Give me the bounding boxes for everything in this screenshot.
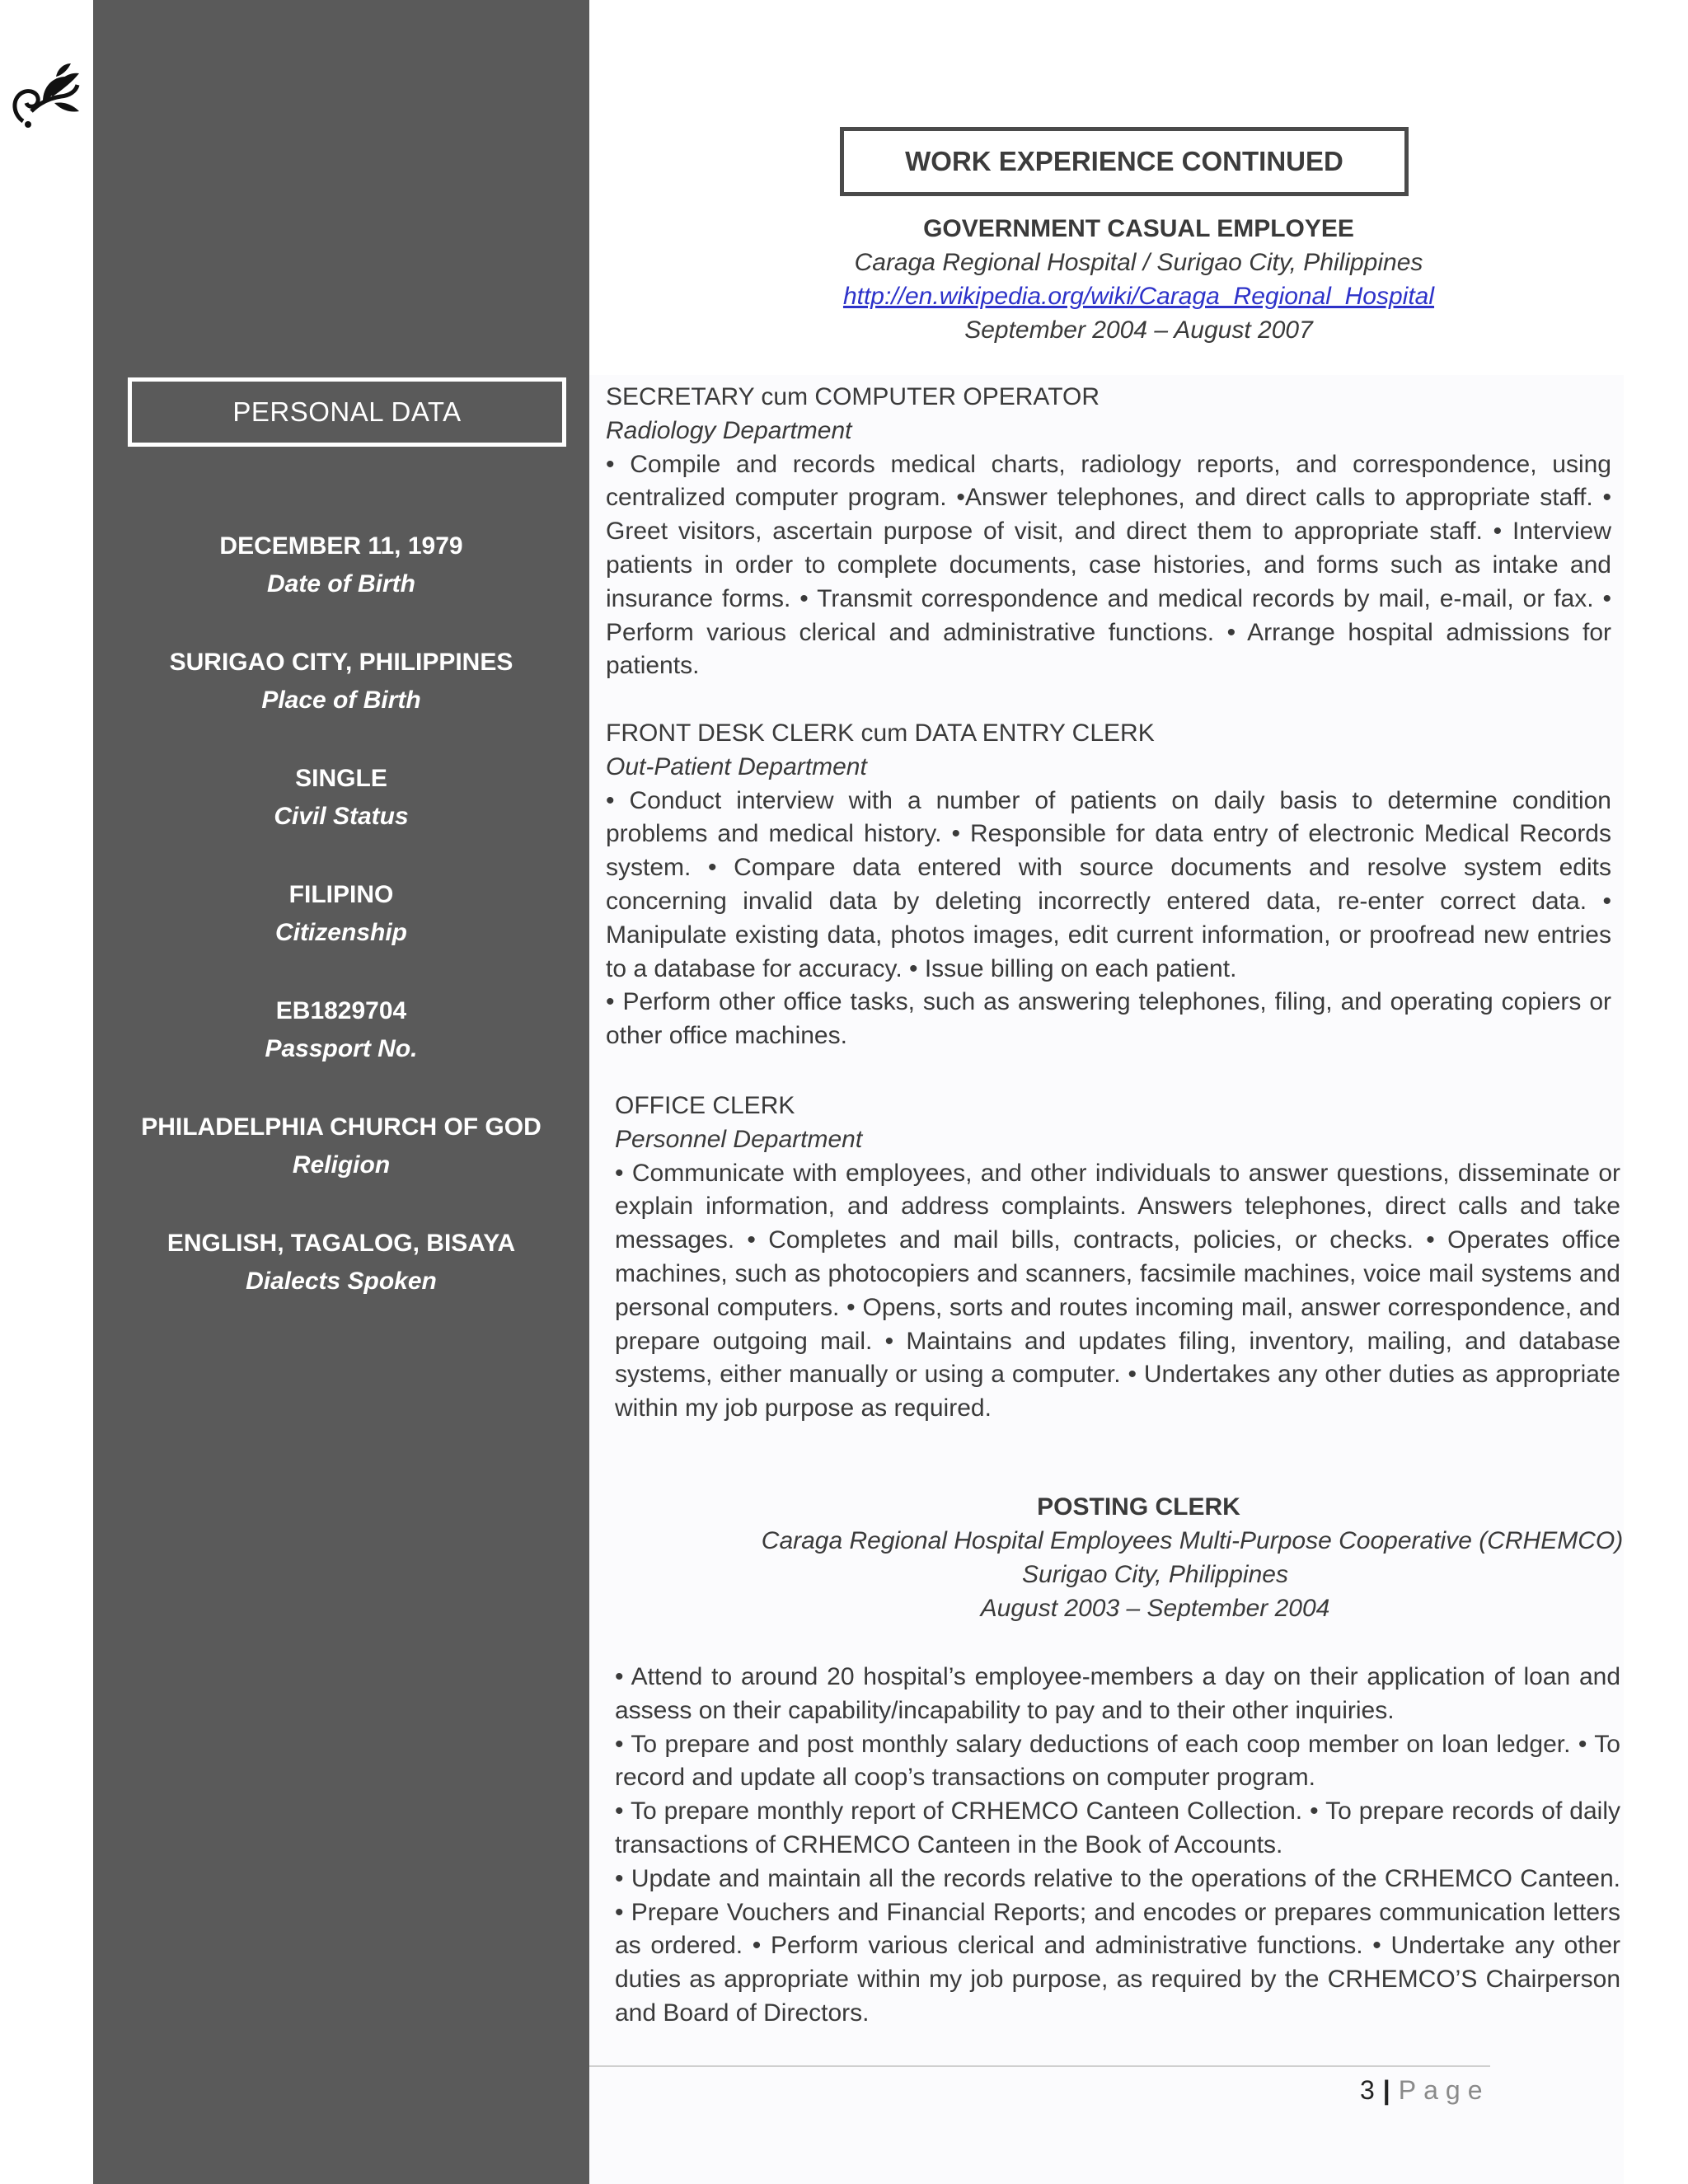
role-department: Personnel Department bbox=[615, 1125, 863, 1153]
place-of-birth-value: SURIGAO CITY, PHILIPPINES bbox=[169, 649, 513, 676]
dialects-entry bbox=[93, 1225, 589, 1341]
footer-divider bbox=[589, 2065, 1490, 2067]
work-experience-heading: WORK EXPERIENCE CONTINUED bbox=[840, 127, 1409, 196]
role-department: Out-Patient Department bbox=[606, 752, 867, 780]
personal-data-list bbox=[93, 527, 589, 1341]
job2-employer: Caraga Regional Hospital Employees Multi-Purpose Cooperative (CRHEMCO) bbox=[761, 1527, 1624, 1554]
religion-value: PHILADELPHIA CHURCH OF GOD bbox=[141, 1113, 542, 1141]
place-of-birth-entry bbox=[93, 644, 589, 760]
dialects-value: ENGLISH, TAGALOG, BISAYA bbox=[166, 1230, 516, 1257]
main-content bbox=[589, 0, 1688, 2184]
passport-value: EB1829704 bbox=[275, 997, 407, 1024]
personal-data-heading: PERSONAL DATA bbox=[128, 377, 566, 447]
civil-status-label: Civil Status bbox=[274, 803, 409, 830]
role-description: • Compile and records medical charts, radiology reports, and correspondence, using centralized computer program. •Answer telephones, and direct calls to appropriate staff. • Greet visitors, ascertain purpose of visit, and direct them to appropriate staff. • Interview patients in order to complete documents, case histories, and forms such as intake and insurance forms. • Transmit correspondence and medical records by mail, e-mail, or fax. • Perform various clerical and administrative functions. • Arrange hospital admissions for patients. bbox=[606, 450, 1611, 680]
citizenship-label: Citizenship bbox=[274, 919, 407, 946]
role-description-extra: • Perform other office tasks, such as answering telephones, filing, and operating copiers or other office machines. bbox=[606, 988, 1611, 1050]
role-title: SECRETARY cum COMPUTER OPERATOR bbox=[606, 383, 1100, 410]
role-title: FRONT DESK CLERK cum DATA ENTRY CLERK bbox=[606, 719, 1155, 747]
job2-location: Surigao City, Philippines bbox=[1022, 1561, 1288, 1588]
page-separator: | bbox=[1382, 2075, 1390, 2105]
job2-duties bbox=[615, 1661, 1620, 2031]
religion-label: Religion bbox=[292, 1151, 391, 1179]
role-office-clerk bbox=[615, 1090, 1620, 1426]
civil-status-entry bbox=[93, 760, 589, 876]
floral-ornament-icon bbox=[7, 54, 82, 136]
date-of-birth-value: DECEMBER 11, 1979 bbox=[219, 532, 463, 560]
job1-employer: Caraga Regional Hospital / Surigao City, Philippines bbox=[854, 249, 1423, 276]
passport-label: Passport No. bbox=[265, 1035, 418, 1062]
civil-status-value: SINGLE bbox=[295, 765, 387, 792]
religion-entry bbox=[93, 1108, 589, 1225]
place-of-birth-label: Place of Birth bbox=[261, 687, 421, 714]
hospital-wiki-link[interactable]: http://en.wikipedia.org/wiki/Caraga_Regional_Hospital bbox=[842, 283, 1435, 310]
role-secretary bbox=[606, 381, 1611, 683]
role-description: • Communicate with employees, and other individuals to answer questions, disseminate or explain information, and address complaints. Answers telephones, direct calls and take messages. • Completes and mail bills, contracts, policies, or checks. • Operates office machines, such as photocopiers and scanners, facsimile machines, voice mail systems and personal computers. • Opens, sorts and routes incoming mail, answer correspondence, and prepare outgoing mail. • Maintains and updates filing, inventory, mailing, and database systems, either manually or using a computer. • Undertakes any other duties as appropriate within my job purpose as required. bbox=[615, 1159, 1620, 1422]
duty-paragraph: • Attend to around 20 hospital’s employee-members a day on their application of loan and assess on their capability/incapability to pay and to their other inquiries. bbox=[615, 1663, 1620, 1724]
date-of-birth-entry bbox=[93, 527, 589, 644]
job2-dates: August 2003 – September 2004 bbox=[980, 1595, 1330, 1622]
duty-paragraph: • Update and maintain all the records relative to the operations of the CRHEMCO Canteen. • Prepare Vouchers and Financial Reports; and encodes or prepares communication letters as ordered. • Perform various clerical and administrative functions. • Undertake any other duties as appropriate within my job purpose, as required by the CRHEMCO’S Chairperson and Board of Directors. bbox=[615, 1864, 1620, 2027]
page-number-value: 3 bbox=[1360, 2075, 1375, 2105]
role-description: • Conduct interview with a number of patients on daily basis to determine condition problems and medical history. • Responsible for data entry of electronic Medical Records system. • Compare data entered with source documents and resolve system edits concerning invalid data by deleting incorrectly entered data, re-enter correct data. • Manipulate existing data, photos images, edit current information, or proofread new entries to a database for accuracy. • Issue billing on each patient. bbox=[606, 786, 1611, 982]
job1-title: GOVERNMENT CASUAL EMPLOYEE bbox=[923, 215, 1354, 242]
dialects-label: Dialects Spoken bbox=[246, 1268, 437, 1295]
job1-url-line bbox=[589, 279, 1688, 313]
job2-title: POSTING CLERK bbox=[1037, 1493, 1240, 1521]
date-of-birth-label: Date of Birth bbox=[267, 570, 415, 598]
job1-dates: September 2004 – August 2007 bbox=[964, 316, 1313, 344]
role-front-desk bbox=[606, 717, 1611, 1053]
role-title: OFFICE CLERK bbox=[615, 1092, 795, 1119]
citizenship-value: FILIPINO bbox=[288, 881, 394, 908]
passport-entry bbox=[93, 992, 589, 1108]
citizenship-entry bbox=[93, 876, 589, 992]
role-department: Radiology Department bbox=[606, 416, 852, 444]
page-number bbox=[1360, 2072, 1489, 2108]
duty-paragraph: • To prepare and post monthly salary deductions of each coop member on loan ledger. • To record and update all coop’s transactions on computer program. bbox=[615, 1730, 1620, 1792]
sidebar bbox=[93, 0, 589, 2184]
page-word: Page bbox=[1398, 2075, 1490, 2105]
duty-paragraph: • To prepare monthly report of CRHEMCO Canteen Collection. • To prepare records of daily transactions of CRHEMCO Canteen in the Book of Accounts. bbox=[615, 1797, 1620, 1858]
